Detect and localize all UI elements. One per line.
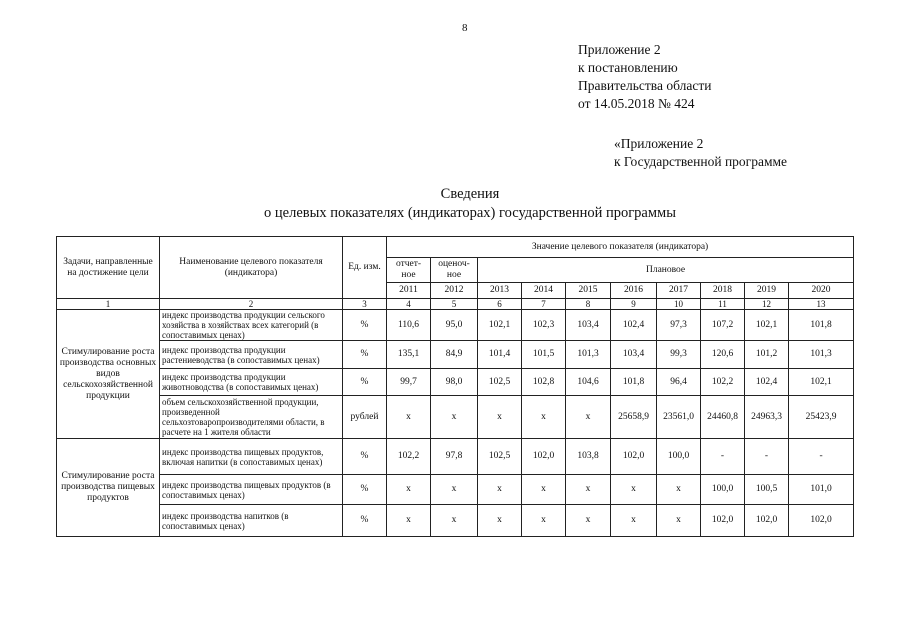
value-cell: 102,2 (701, 369, 745, 396)
header-planned: Плановое (478, 258, 854, 283)
indicator-cell: индекс производства напитков (в сопоставимых ценах) (160, 505, 343, 537)
value-cell: 23561,0 (657, 396, 701, 439)
value-cell: х (478, 505, 522, 537)
value-cell: 101,2 (745, 341, 789, 369)
indicators-table (56, 236, 854, 537)
value-cell: х (522, 396, 566, 439)
page-number: 8 (462, 22, 468, 34)
table-row (57, 310, 854, 341)
header-year-cell: 2019 (745, 283, 789, 299)
header-reported: отчет-ное (387, 258, 431, 283)
value-cell: 102,5 (478, 439, 522, 475)
header-year-cell: 2018 (701, 283, 745, 299)
value-cell: 101,5 (522, 341, 566, 369)
value-cell: 102,0 (745, 505, 789, 537)
value-cell: 101,8 (611, 369, 657, 396)
value-cell: 98,0 (431, 369, 478, 396)
value-cell: 100,0 (701, 475, 745, 505)
value-cell: 102,1 (745, 310, 789, 341)
value-cell: 24460,8 (701, 396, 745, 439)
value-cell: 101,4 (478, 341, 522, 369)
value-cell: 99,7 (387, 369, 431, 396)
header-year-cell: 2014 (522, 283, 566, 299)
value-cell: 25423,9 (789, 396, 854, 439)
value-cell: 24963,3 (745, 396, 789, 439)
value-cell: 102,1 (789, 369, 854, 396)
annex-inner-block (614, 135, 787, 171)
value-cell: 102,4 (745, 369, 789, 396)
unit-cell: % (343, 310, 387, 341)
column-number-cell: 10 (657, 299, 701, 310)
header-year-cell: 2011 (387, 283, 431, 299)
value-cell: 102,0 (789, 505, 854, 537)
annex-inner-line: «Приложение 2 (614, 136, 704, 151)
value-cell: х (657, 475, 701, 505)
value-cell: 102,5 (478, 369, 522, 396)
value-cell: 84,9 (431, 341, 478, 369)
value-cell: 97,8 (431, 439, 478, 475)
column-number-cell: 4 (387, 299, 431, 310)
unit-cell: % (343, 475, 387, 505)
value-cell: 101,0 (789, 475, 854, 505)
annex-block (578, 41, 711, 113)
value-cell: 110,6 (387, 310, 431, 341)
column-number-cell: 11 (701, 299, 745, 310)
value-cell: 96,4 (657, 369, 701, 396)
value-cell: х (611, 505, 657, 537)
value-cell: х (566, 396, 611, 439)
header-value-group: Значение целевого показателя (индикатора) (387, 237, 854, 258)
value-cell: х (387, 475, 431, 505)
column-number-cell: 2 (160, 299, 343, 310)
value-cell: 100,5 (745, 475, 789, 505)
column-number-cell: 6 (478, 299, 522, 310)
document-title (0, 185, 905, 223)
value-cell: 102,2 (387, 439, 431, 475)
unit-cell: % (343, 341, 387, 369)
table-row (57, 341, 854, 369)
value-cell: 107,2 (701, 310, 745, 341)
value-cell: 25658,9 (611, 396, 657, 439)
title-line: о целевых показателях (индикаторах) государственной программы (264, 205, 676, 221)
annex-line: Правительства области (578, 78, 712, 93)
table-row (57, 475, 854, 505)
table-row (57, 439, 854, 475)
unit-cell: % (343, 369, 387, 396)
header-year-cell: 2013 (478, 283, 522, 299)
value-cell: 103,8 (566, 439, 611, 475)
unit-cell: рублей (343, 396, 387, 439)
table-row (57, 396, 854, 439)
header-tasks: Задачи, направленные на достижение цели (57, 237, 160, 299)
value-cell: 95,0 (431, 310, 478, 341)
value-cell: 100,0 (657, 439, 701, 475)
value-cell: 120,6 (701, 341, 745, 369)
task-cell: Стимулирование роста производства основных видов сельскохозяйственной продукции (57, 310, 160, 439)
indicator-cell: индекс производства пищевых продуктов (в сопоставимых ценах) (160, 475, 343, 505)
value-cell: х (566, 475, 611, 505)
header-year-cell: 2017 (657, 283, 701, 299)
value-cell: 102,4 (611, 310, 657, 341)
value-cell: х (478, 475, 522, 505)
value-cell: х (566, 505, 611, 537)
annex-inner-line: к Государственной программе (614, 154, 788, 169)
value-cell: х (657, 505, 701, 537)
value-cell: - (789, 439, 854, 475)
value-cell: 104,6 (566, 369, 611, 396)
header-unit: Ед. изм. (343, 237, 387, 299)
header-year-cell: 2016 (611, 283, 657, 299)
value-cell: х (478, 396, 522, 439)
column-number-cell: 8 (566, 299, 611, 310)
header-estimated: оценоч-ное (431, 258, 478, 283)
value-cell: 101,3 (789, 341, 854, 369)
annex-line: Приложение 2 (578, 42, 661, 57)
annex-line: к постановлению (578, 60, 678, 75)
value-cell: 101,3 (566, 341, 611, 369)
value-cell: 103,4 (611, 341, 657, 369)
header-indicator: Наименование целевого показателя (индикатора) (160, 237, 343, 299)
title-line: Сведения (440, 186, 500, 202)
value-cell: 102,0 (522, 439, 566, 475)
value-cell: 101,8 (789, 310, 854, 341)
header-year-cell: 2020 (789, 283, 854, 299)
value-cell: 103,4 (566, 310, 611, 341)
header-year-cell: 2012 (431, 283, 478, 299)
indicator-cell: индекс производства продукции растениеводства (в сопоставимых ценах) (160, 341, 343, 369)
value-cell: х (431, 396, 478, 439)
column-number-cell: 13 (789, 299, 854, 310)
value-cell: х (522, 505, 566, 537)
value-cell: - (701, 439, 745, 475)
column-number-cell: 5 (431, 299, 478, 310)
annex-line: от 14.05.2018 № 424 (578, 96, 695, 111)
value-cell: х (387, 505, 431, 537)
table-row (57, 369, 854, 396)
value-cell: 102,3 (522, 310, 566, 341)
column-number-cell: 7 (522, 299, 566, 310)
value-cell: х (387, 396, 431, 439)
indicator-cell: индекс производства пищевых продуктов, включая напитки (в сопоставимых ценах) (160, 439, 343, 475)
column-number-cell: 9 (611, 299, 657, 310)
task-cell: Стимулирование роста производства пищевых продуктов (57, 439, 160, 537)
unit-cell: % (343, 439, 387, 475)
value-cell: х (522, 475, 566, 505)
value-cell: 97,3 (657, 310, 701, 341)
value-cell: х (431, 505, 478, 537)
value-cell: 102,8 (522, 369, 566, 396)
column-number-cell: 1 (57, 299, 160, 310)
column-number-cell: 12 (745, 299, 789, 310)
indicator-cell: индекс производства продукции животноводства (в сопоставимых ценах) (160, 369, 343, 396)
indicator-cell: объем сельскохозяйственной продукции, произведенной сельхозтоваропроизводителями области, в расчете на 1 жителя области (160, 396, 343, 439)
value-cell: 102,0 (611, 439, 657, 475)
table-row (57, 505, 854, 537)
value-cell: 102,0 (701, 505, 745, 537)
value-cell: х (611, 475, 657, 505)
value-cell: 135,1 (387, 341, 431, 369)
value-cell: 99,3 (657, 341, 701, 369)
value-cell: - (745, 439, 789, 475)
column-number-cell: 3 (343, 299, 387, 310)
value-cell: 102,1 (478, 310, 522, 341)
unit-cell: % (343, 505, 387, 537)
header-year-cell: 2015 (566, 283, 611, 299)
value-cell: х (431, 475, 478, 505)
indicator-cell: индекс производства продукции сельского хозяйства в хозяйствах всех категорий (в сопоставимых ценах) (160, 310, 343, 341)
